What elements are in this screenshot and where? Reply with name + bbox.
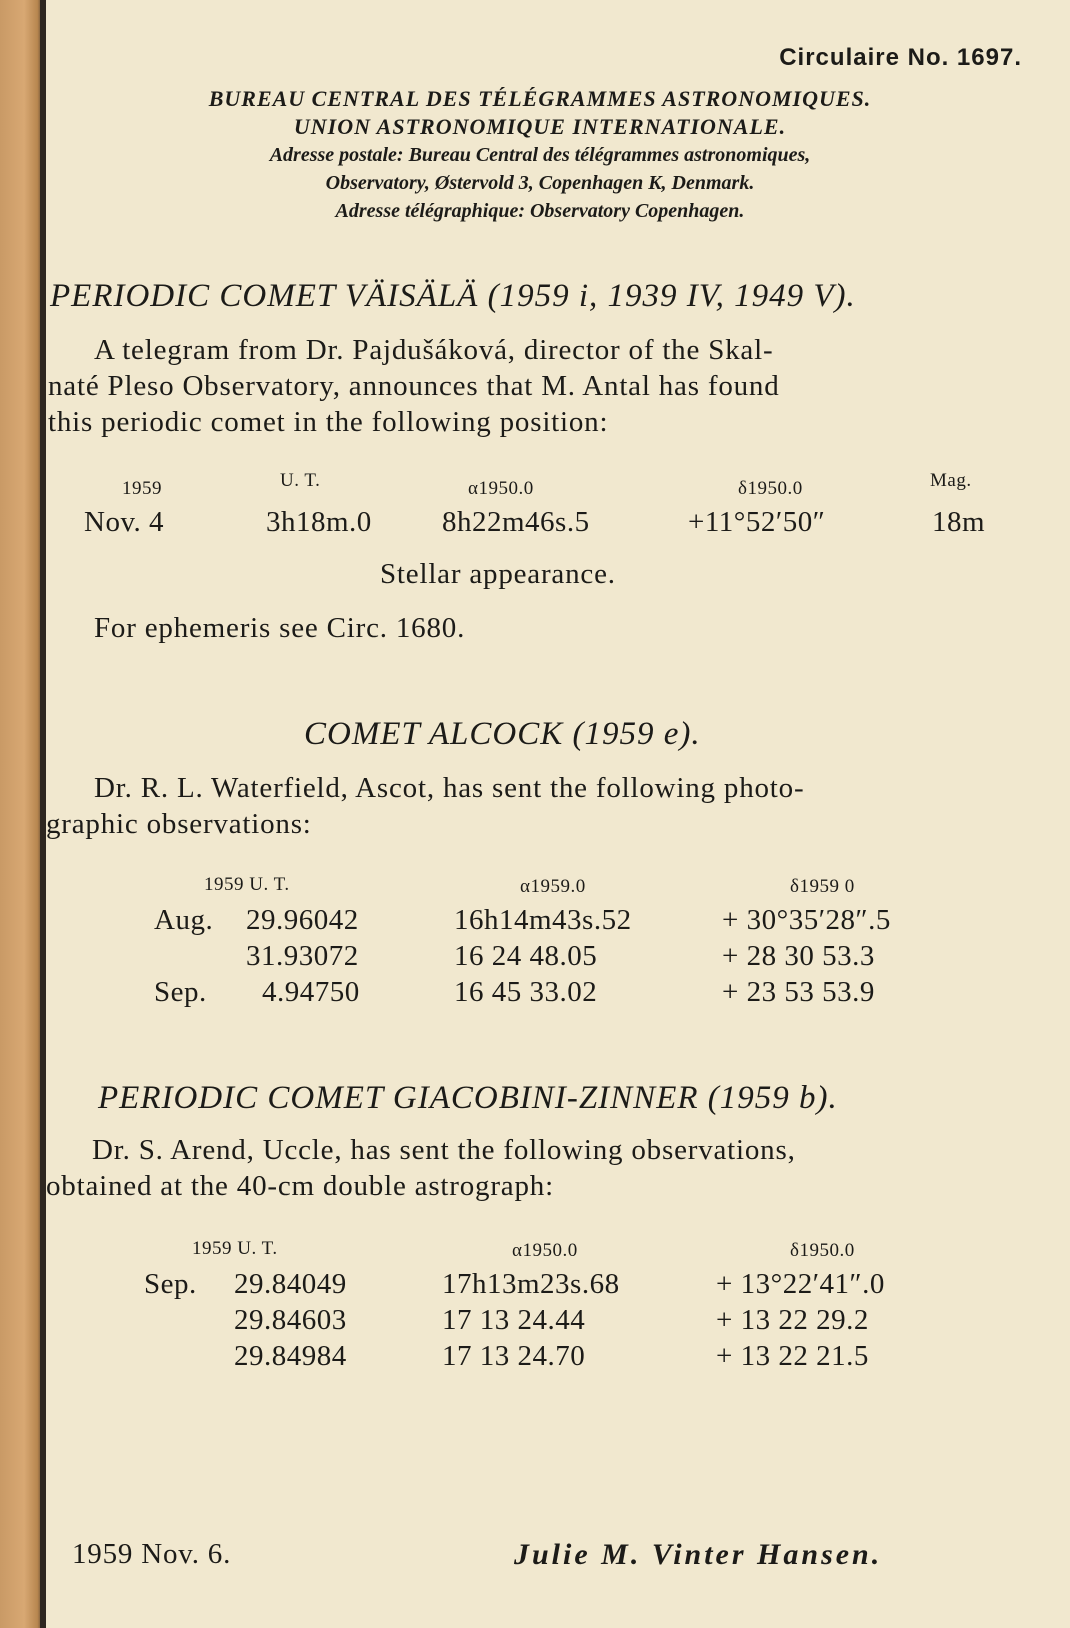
section1-title: PERIODIC COMET VÄISÄLÄ (1959 i, 1939 IV, 1949 V). (50, 278, 856, 314)
circular-number: Circulaire No. 1697. (779, 44, 1022, 71)
s2-row1-day: 29.96042 (246, 904, 359, 936)
s3-row1-dec: + 13°22′41″.0 (716, 1268, 885, 1300)
s1-row-mag: 18m (932, 506, 986, 538)
binding-spine (0, 0, 44, 1628)
s3-row2-dec: + 13 22 29.2 (716, 1304, 869, 1336)
s2-row2-ra: 16 24 48.05 (454, 940, 598, 972)
s2-row1-month: Aug. (154, 904, 214, 936)
s2-row2-day: 31.93072 (246, 940, 359, 972)
s2-row3-ra: 16 45 33.02 (454, 976, 598, 1008)
section2-para-line1: Dr. R. L. Waterfield, Ascot, has sent the following photo- (94, 772, 805, 804)
postal-address: Adresse postale: Bureau Central des télégrammes astronomiques, (269, 144, 811, 166)
s1-head-ra: α1950.0 (468, 478, 534, 499)
s3-row2-day: 29.84603 (234, 1304, 347, 1336)
s3-row1-ra: 17h13m23s.68 (442, 1268, 620, 1300)
section1-para-line1: A telegram from Dr. Pajdušáková, director of the Skal- (94, 334, 774, 366)
section3-para-line1: Dr. S. Arend, Uccle, has sent the following observations, (92, 1134, 796, 1166)
s2-head-ra: α1959.0 (520, 876, 586, 897)
s1-note-ephemeris: For ephemeris see Circ. 1680. (94, 612, 466, 644)
s3-row3-day: 29.84984 (234, 1340, 347, 1372)
s2-head-ut: 1959 U. T. (204, 874, 290, 895)
s1-row-ut: 3h18m.0 (266, 506, 372, 538)
s3-head-ut: 1959 U. T. (192, 1238, 278, 1259)
s1-head-dec: δ1950.0 (738, 478, 803, 499)
telegraphic-address: Adresse télégraphique: Observatory Copenhagen. (335, 200, 745, 222)
s3-row1-month: Sep. (144, 1268, 197, 1300)
s1-row-dec: +11°52′50″ (688, 506, 826, 538)
s2-row3-dec: + 23 53 53.9 (722, 976, 875, 1008)
s3-head-dec: δ1950.0 (790, 1240, 855, 1261)
s2-row3-month: Sep. (154, 976, 207, 1008)
section1-para-line3: this periodic comet in the following position: (48, 406, 609, 438)
s1-head-ut: U. T. (280, 470, 321, 491)
s1-note-appearance: Stellar appearance. (380, 558, 616, 590)
section1-para-line2: naté Pleso Observatory, announces that M. Antal has found (48, 370, 780, 402)
section2-para-line2: graphic observations: (46, 808, 312, 840)
section3-para-line2: obtained at the 40-cm double astrograph: (46, 1170, 554, 1202)
s3-row2-ra: 17 13 24.44 (442, 1304, 586, 1336)
s1-head-date: 1959 (122, 478, 162, 499)
union-name: UNION ASTRONOMIQUE INTERNATIONALE. (293, 114, 787, 139)
footer-date: 1959 Nov. 6. (72, 1538, 232, 1570)
section2-title: COMET ALCOCK (1959 e). (304, 716, 701, 752)
s3-row3-ra: 17 13 24.70 (442, 1340, 586, 1372)
s1-row-date: Nov. 4 (84, 506, 165, 538)
s2-row2-dec: + 28 30 53.3 (722, 940, 875, 972)
s1-head-mag: Mag. (930, 470, 972, 491)
street-address: Observatory, Østervold 3, Copenhagen K, Denmark. (325, 172, 755, 194)
s3-row1-day: 29.84049 (234, 1268, 347, 1300)
bureau-name: BUREAU CENTRAL DES TÉLÉGRAMMES ASTRONOMIQUES. (208, 86, 872, 111)
s2-row3-day: 4.94750 (262, 976, 360, 1008)
section3-title: PERIODIC COMET GIACOBINI-ZINNER (1959 b). (98, 1080, 838, 1116)
s2-head-dec: δ1959 0 (790, 876, 855, 897)
footer-signature: Julie M. Vinter Hansen. (514, 1538, 883, 1571)
s2-row1-dec: + 30°35′28″.5 (722, 904, 891, 936)
s3-row3-dec: + 13 22 21.5 (716, 1340, 869, 1372)
s1-row-ra: 8h22m46s.5 (442, 506, 590, 538)
s2-row1-ra: 16h14m43s.52 (454, 904, 632, 936)
s3-head-ra: α1950.0 (512, 1240, 578, 1261)
